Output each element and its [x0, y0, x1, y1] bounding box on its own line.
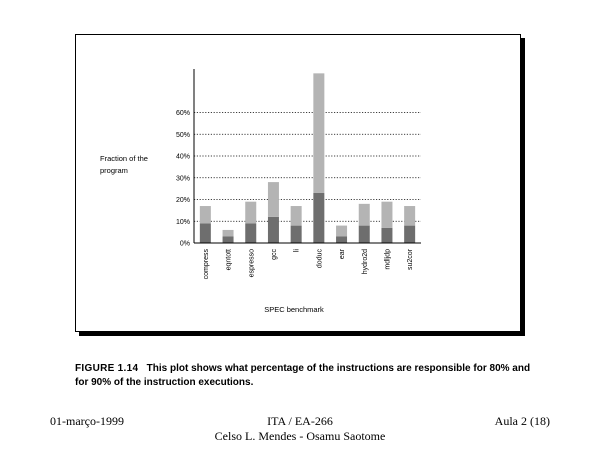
bars: [200, 73, 415, 243]
category-label-mdljdp: mdljdp: [384, 249, 392, 270]
bar-su2cor-segment-2: [404, 206, 415, 226]
bar-gcc-segment-1: [268, 217, 279, 243]
bar-eqntott-segment-1: [223, 236, 234, 243]
y-tick-label-30: 30%: [175, 175, 190, 183]
x-axis-title: SPEC benchmark: [264, 305, 324, 314]
y-tick-label-20: 20%: [175, 197, 190, 204]
category-label-doduc: doduc: [316, 249, 324, 269]
y-axis-title-line-1: Fraction of the: [100, 154, 148, 163]
bar-mdljdp-segment-1: [381, 228, 392, 243]
category-labels: [203, 248, 414, 279]
bar-li-segment-2: [291, 206, 302, 226]
y-tick-label-60: 60%: [175, 110, 190, 117]
bar-mdljdp-segment-2: [381, 202, 392, 228]
bar-su2cor-segment-1: [404, 226, 415, 243]
figure-frame: [75, 34, 521, 332]
bar-compress-segment-1: [200, 223, 211, 243]
category-label-compress: compress: [202, 249, 210, 280]
footer-lecture-number: Aula 2 (18): [494, 414, 550, 428]
category-label-hydro2d: hydro2d: [361, 249, 369, 275]
footer-course-code: ITA / EA-266: [267, 414, 333, 428]
bar-espresso-segment-2: [245, 202, 256, 224]
bar-hydro2d-segment-2: [359, 204, 370, 226]
y-tick-label-10: 10%: [175, 218, 190, 226]
bar-li-segment-1: [291, 226, 302, 243]
bar-ear-segment-1: [336, 236, 347, 243]
caption-text: This plot shows what percentage of the instructions are responsible for 80% and for 90% of the instruction executions.: [75, 363, 531, 388]
figure-caption: [75, 362, 545, 390]
bar-eqntott-segment-2: [223, 230, 234, 237]
bar-espresso-segment-1: [245, 223, 256, 243]
footer-authors: Celso L. Mendes - Osamu Saotome: [214, 429, 386, 443]
bar-ear-segment-2: [336, 226, 347, 237]
category-label-ear: ear: [339, 249, 347, 260]
footer-date: 01-março-1999: [50, 414, 124, 428]
caption-label: FIGURE 1.14: [75, 363, 139, 374]
category-label-gcc: gcc: [270, 249, 278, 260]
category-label-eqntott: eqntott: [225, 249, 233, 271]
category-label-li: li: [293, 249, 301, 253]
bar-compress-segment-2: [200, 206, 211, 223]
category-label-espresso: espresso: [248, 249, 256, 278]
bar-doduc-segment-1: [313, 193, 324, 243]
y-tick-label-40: 40%: [175, 153, 190, 161]
category-label-su2cor: su2cor: [407, 249, 415, 271]
bar-hydro2d-segment-1: [359, 226, 370, 243]
y-tick-label-0: 0%: [179, 240, 190, 248]
bar-gcc-segment-2: [268, 182, 279, 217]
bar-chart: [76, 35, 520, 331]
y-tick-labels: [176, 110, 190, 248]
y-tick-label-50: 50%: [175, 131, 190, 139]
bar-doduc-segment-2: [313, 73, 324, 193]
y-axis-title-line-2: program: [100, 166, 128, 175]
